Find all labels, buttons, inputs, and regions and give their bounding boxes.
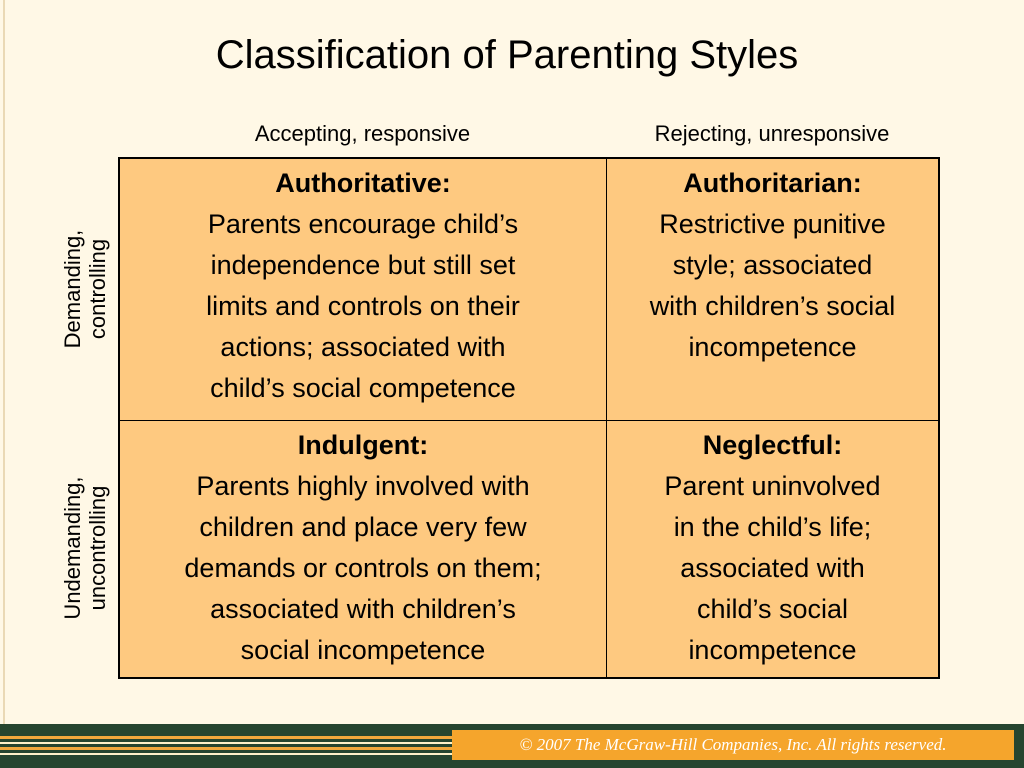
- column-header-accepting: Accepting, responsive: [254, 121, 471, 146]
- row-header-undemanding: [55, 417, 115, 679]
- row-header-line: Undemanding,: [60, 476, 85, 620]
- cell-heading: Authoritative:: [275, 168, 451, 198]
- cell-heading: Neglectful:: [702, 430, 843, 460]
- cell-indulgent: [120, 421, 606, 677]
- cell-line: incompetence: [688, 635, 857, 665]
- cell-line: child’s social competence: [210, 373, 516, 403]
- cell-authoritarian: [607, 159, 938, 420]
- cell-line: associated with children’s: [210, 594, 516, 624]
- cell-line: Restrictive punitive: [659, 209, 886, 239]
- row-header-line: Demanding,: [60, 229, 85, 349]
- cell-heading: Authoritarian:: [683, 168, 862, 198]
- row-header-line: uncontrolling: [85, 485, 110, 611]
- footer-stripe: [0, 736, 452, 739]
- row-header-demanding: [55, 158, 115, 420]
- cell-line: social incompetence: [240, 635, 486, 665]
- cell-line: associated with: [680, 553, 865, 583]
- cell-line: Parent uninvolved: [664, 471, 881, 501]
- cell-line: Parents highly involved with: [196, 471, 530, 501]
- cell-line: demands or controls on them;: [184, 553, 542, 583]
- footer-stripe: [0, 742, 452, 744]
- cell-line: with children’s social: [649, 291, 896, 321]
- cell-heading: Indulgent:: [297, 430, 429, 460]
- footer-stripe: [0, 753, 452, 755]
- parenting-styles-grid: [118, 157, 940, 679]
- column-header-rejecting: Rejecting, unresponsive: [654, 121, 890, 146]
- copyright-notice: © 2007 The McGraw-Hill Companies, Inc. All rights reserved.: [452, 730, 1014, 760]
- slide-title: Classification of Parenting Styles: [215, 33, 799, 77]
- cell-line: children and place very few: [199, 512, 527, 542]
- cell-line: limits and controls on their: [206, 291, 520, 321]
- cell-line: style; associated: [672, 250, 873, 280]
- footer-bar: [0, 724, 1024, 768]
- left-border-rule: [3, 0, 5, 724]
- cell-line: incompetence: [688, 332, 857, 362]
- cell-line: Parents encourage child’s: [207, 209, 519, 239]
- row-header-line: controlling: [85, 238, 110, 340]
- footer-stripe: [0, 747, 452, 750]
- cell-neglectful: [607, 421, 938, 677]
- cell-line: actions; associated with: [220, 332, 506, 362]
- cell-line: independence but still set: [210, 250, 516, 280]
- cell-line: child’s social: [696, 594, 849, 624]
- cell-line: in the child’s life;: [673, 512, 872, 542]
- cell-authoritative: [120, 159, 606, 420]
